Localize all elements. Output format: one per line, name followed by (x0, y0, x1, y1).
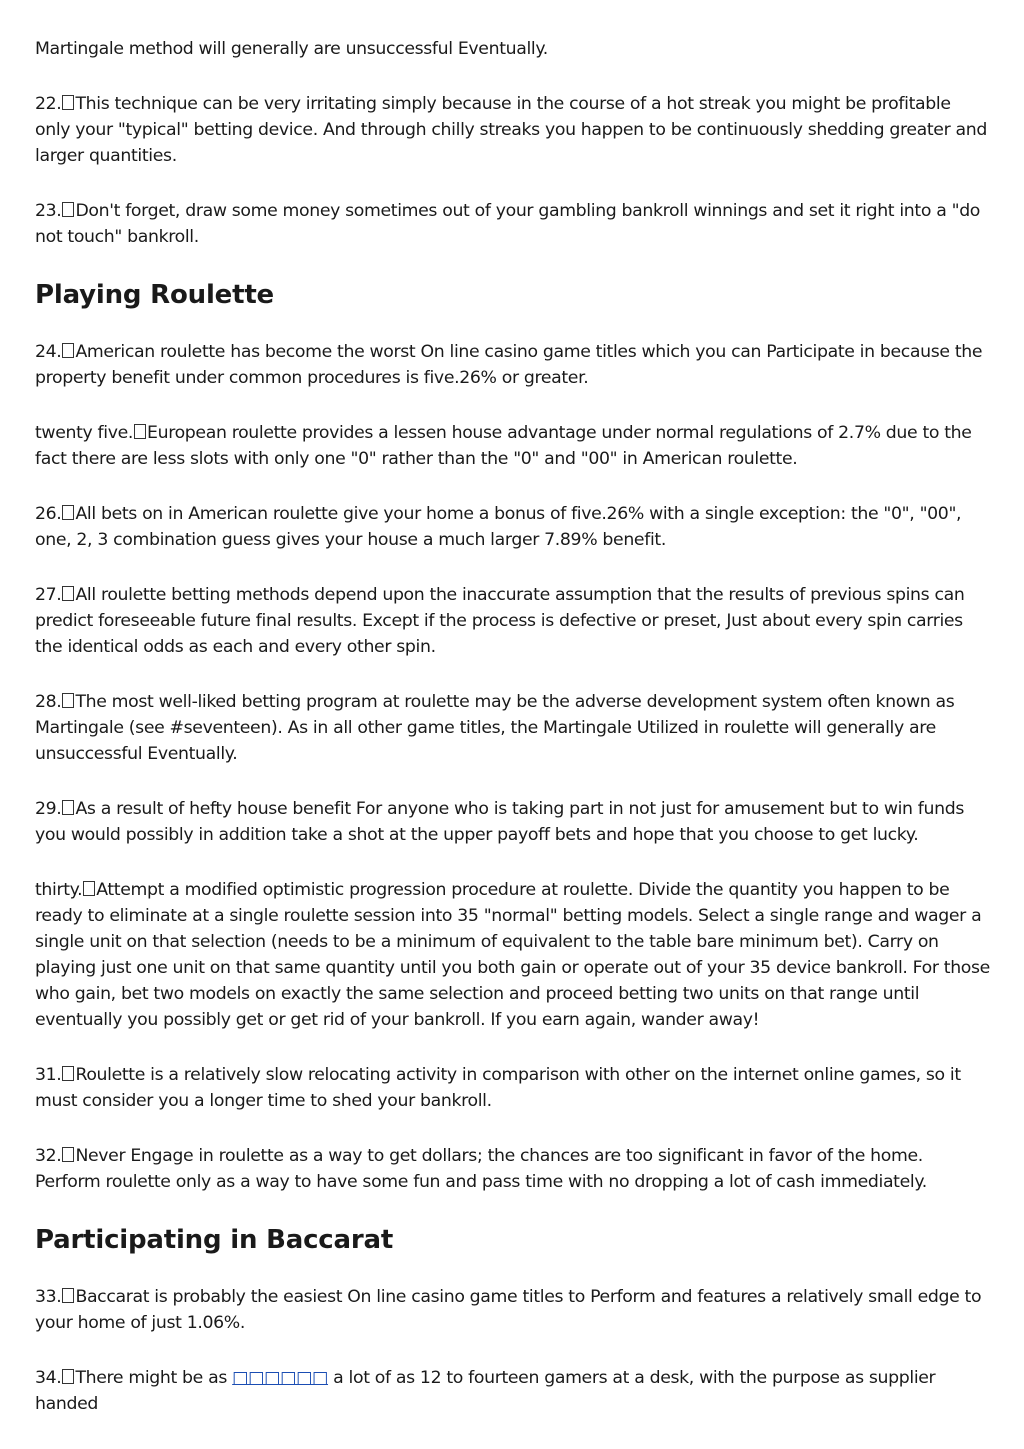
tip-text: All roulette betting methods depend upon the inaccurate assumption that the results of previous spins can predict foreseeable future final results. Except if the process is defective or preset, Just about every spin carries the identical odds as each and every other spin. (35, 585, 965, 657)
tip-33 (35, 1284, 990, 1336)
tip-24 (35, 339, 990, 391)
paragraph-intro: Martingale method will generally are unsuccessful Eventually. (35, 39, 548, 59)
tip-32 (35, 1143, 990, 1195)
tip-text: Attempt a modified optimistic progression procedure at roulette. Divide the quantity you happen to be ready to eliminate at a single roulette session into 35 "normal" betting models. Select a single range and wager a single unit on that selection (needs to be a minimum of equivalent to the table bare minimum bet). Carry on playing just one unit on that same quantity until you both gain or operate out of your 35 device bankroll. For those who gain, bet two models on exactly the same selection and proceed betting two units on that range until eventually you possibly get or get rid of your bankroll. If you earn again, wander away! (35, 880, 990, 1030)
missing-glyph-box (62, 693, 74, 708)
tip-text: Roulette is a relatively slow relocating activity in comparison with other on the internet online games, so it must consider you a longer time to shed your bankroll. (35, 1065, 961, 1111)
missing-glyph-box (62, 1066, 74, 1081)
heading-participating-in-baccarat: Participating in Baccarat (35, 1225, 394, 1255)
missing-glyph-box (62, 800, 74, 815)
missing-glyph-box (62, 95, 74, 110)
missing-glyph-box (62, 586, 74, 601)
missing-glyph-box (83, 881, 95, 896)
tip-text: Never Engage in roulette as a way to get dollars; the chances are too significant in favor of the home. Perform roulette only as a way to have some fun and pass time with no dropping a lot of cash immediately. (35, 1146, 927, 1192)
tip-number: 27. (35, 585, 62, 605)
tip-number: 33. (35, 1287, 62, 1307)
tip-23 (35, 198, 990, 250)
tip-text: Baccarat is probably the easiest On line casino game titles to Perform and features a relatively small edge to your home of just 1.06%. (35, 1287, 982, 1333)
missing-glyph-box (62, 1369, 74, 1384)
tip-number: 31. (35, 1065, 62, 1085)
tip-29 (35, 796, 990, 848)
tip-text: There might be as (75, 1368, 227, 1388)
tip-number: 29. (35, 799, 62, 819)
tip-27 (35, 582, 990, 660)
tip-26 (35, 501, 990, 553)
tip-34 (35, 1365, 990, 1417)
missing-glyph-box (62, 1288, 74, 1303)
tip-25 (35, 420, 990, 472)
tip-text: The most well-liked betting program at roulette may be the adverse development system often known as Martingale (see #seventeen). As in all other game titles, the Martingale Utilized in roulette will generally are unsuccessful Eventually. (35, 692, 955, 764)
tip-28 (35, 689, 990, 767)
tip-text: European roulette provides a lessen house advantage under normal regulations of 2.7% due to the fact there are less slots with only one "0" rather than the "0" and "00" in American roulette. (35, 423, 972, 469)
tip-number: 22. (35, 94, 62, 114)
tip-number: 26. (35, 504, 62, 524)
tip-text: Don't forget, draw some money sometimes out of your gambling bankroll winnings and set it right into a "do not touch" bankroll. (35, 201, 981, 247)
tip-text: American roulette has become the worst On line casino game titles which you can Participate in because the property benefit under common procedures is five.26% or greater. (35, 342, 983, 388)
tip-number: 32. (35, 1146, 62, 1166)
tip-number: twenty five. (35, 423, 134, 443)
tip-number: thirty. (35, 880, 83, 900)
missing-glyph-box (134, 424, 146, 439)
missing-glyph-box (62, 343, 74, 358)
tip-text-continued: a lot of as 12 to fourteen gamers at a desk, with the purpose as supplier handed (35, 1368, 936, 1414)
tip-text: All bets on in American roulette give your home a bonus of five.26% with a single exception: the "0", "00", one, 2, 3 combination guess gives your house a much larger 7.89% benefit. (35, 504, 962, 550)
tip-text: As a result of hefty house benefit For anyone who is taking part in not just for amusement but to win funds you would possibly in addition take a shot at the upper payoff bets and hope that you choose to get lucky. (35, 799, 965, 845)
missing-glyph-box (62, 505, 74, 520)
tip-number: 23. (35, 201, 62, 221)
tip-number: 34. (35, 1368, 62, 1388)
tip-30 (35, 877, 990, 1033)
tip-number: 28. (35, 692, 62, 712)
heading-playing-roulette: Playing Roulette (35, 280, 274, 310)
tip-text: This technique can be very irritating simply because in the course of a hot streak you might be profitable only your "typical" betting device. And through chilly streaks you happen to be continuously shedding greater and larger quantities. (35, 94, 987, 166)
missing-glyph-box (62, 1147, 74, 1162)
missing-glyph-box (62, 202, 74, 217)
inline-link[interactable]: □□□□□□ (232, 1368, 329, 1388)
tip-31 (35, 1062, 990, 1114)
tip-number: 24. (35, 342, 62, 362)
tip-22 (35, 91, 990, 169)
